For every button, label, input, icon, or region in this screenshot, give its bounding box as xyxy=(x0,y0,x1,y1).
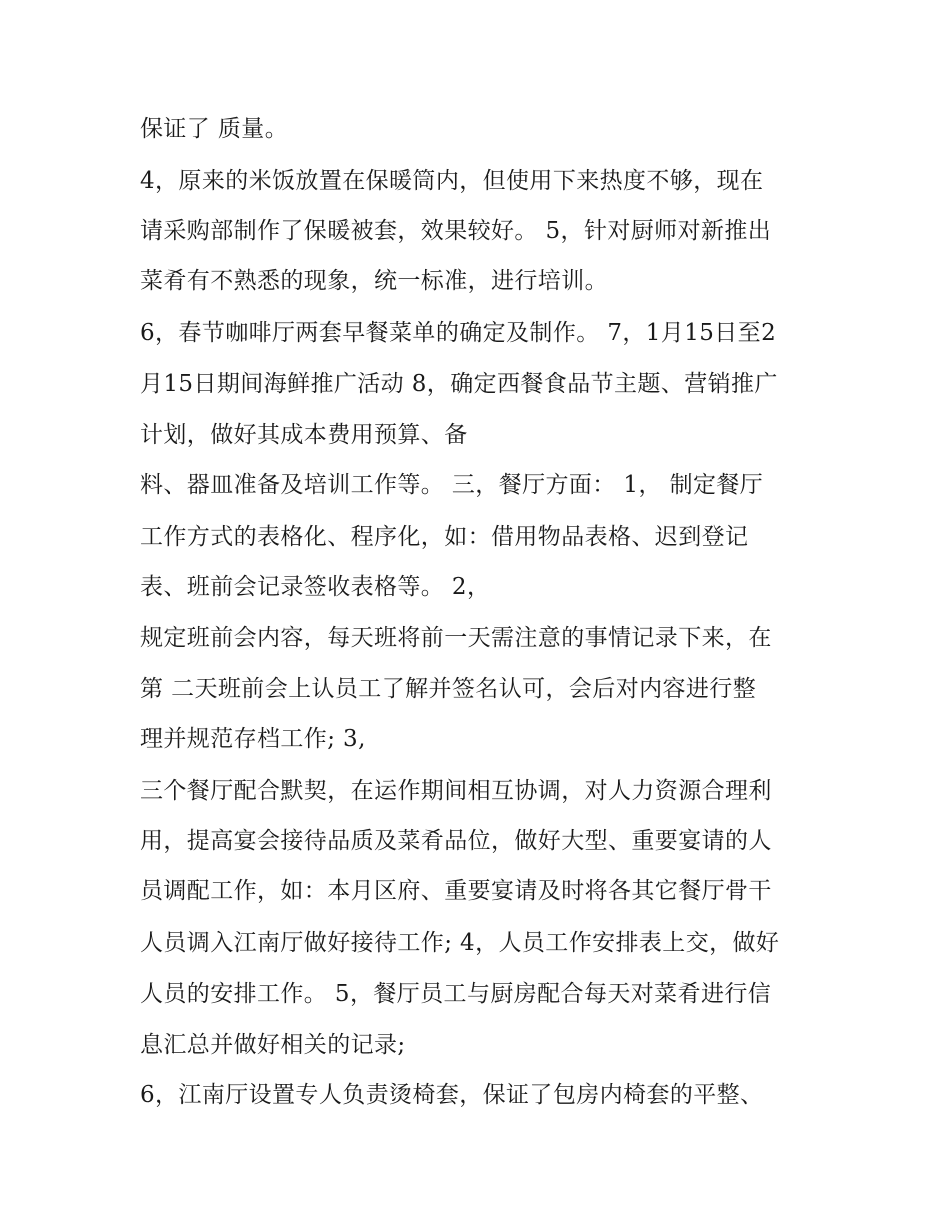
text-line: 请采购部制作了保暖被套，效果较好。 5，针对厨师对新推出 xyxy=(140,218,772,244)
text-line: 第 二天班前会上认员工了解并签名认可，会后对内容进行整 xyxy=(140,676,757,702)
text-line: 6，春节咖啡厅两套早餐菜单的确定及制作。 7，1月15日至2 xyxy=(140,320,777,346)
text-line: 用，提高宴会接待品质及菜肴品位，做好大型、重要宴请的人 xyxy=(140,828,772,854)
text-line: 员调配工作，如：本月区府、重要宴请及时将各其它餐厅骨干 xyxy=(140,878,772,904)
text-line: 表、班前会记录签收表格等。 2， xyxy=(140,574,491,600)
text-line: 人员调入江南厅做好接待工作; 4，人员工作安排表上交，做好 xyxy=(140,930,780,956)
text-line: 工作方式的表格化、程序化，如：借用物品表格、迟到登记 xyxy=(140,524,749,550)
text-line: 6，江南厅设置专人负责烫椅套，保证了包房内椅套的平整、 xyxy=(140,1082,764,1108)
text-line: 人员的安排工作。 5，餐厅员工与厨房配合每天对菜肴进行信 xyxy=(140,981,772,1007)
text-line: 理并规范存档工作; 3, xyxy=(140,726,366,752)
text-line: 料、器皿准备及培训工作等。 三，餐厅方面： 1， 制定餐厅 xyxy=(140,472,764,498)
text-line: 菜肴有不熟悉的现象，统一标准，进行培训。 xyxy=(140,268,608,294)
text-line: 4，原来的米饭放置在保暖筒内，但使用下来热度不够，现在 xyxy=(140,168,764,194)
text-line: 规定班前会内容，每天班将前一天需注意的事情记录下来，在 xyxy=(140,625,772,651)
text-line: 息汇总并做好相关的记录; xyxy=(140,1032,406,1058)
text-line: 计划，做好其成本费用预算、备 xyxy=(140,422,468,448)
text-line: 月15日期间海鲜推广活动 8，确定西餐食品节主题、营销推广 xyxy=(140,371,778,397)
text-line: 三个餐厅配合默契，在运作期间相互协调，对人力资源合理利 xyxy=(140,778,772,804)
text-line: 保证了 质量。 xyxy=(140,116,289,142)
